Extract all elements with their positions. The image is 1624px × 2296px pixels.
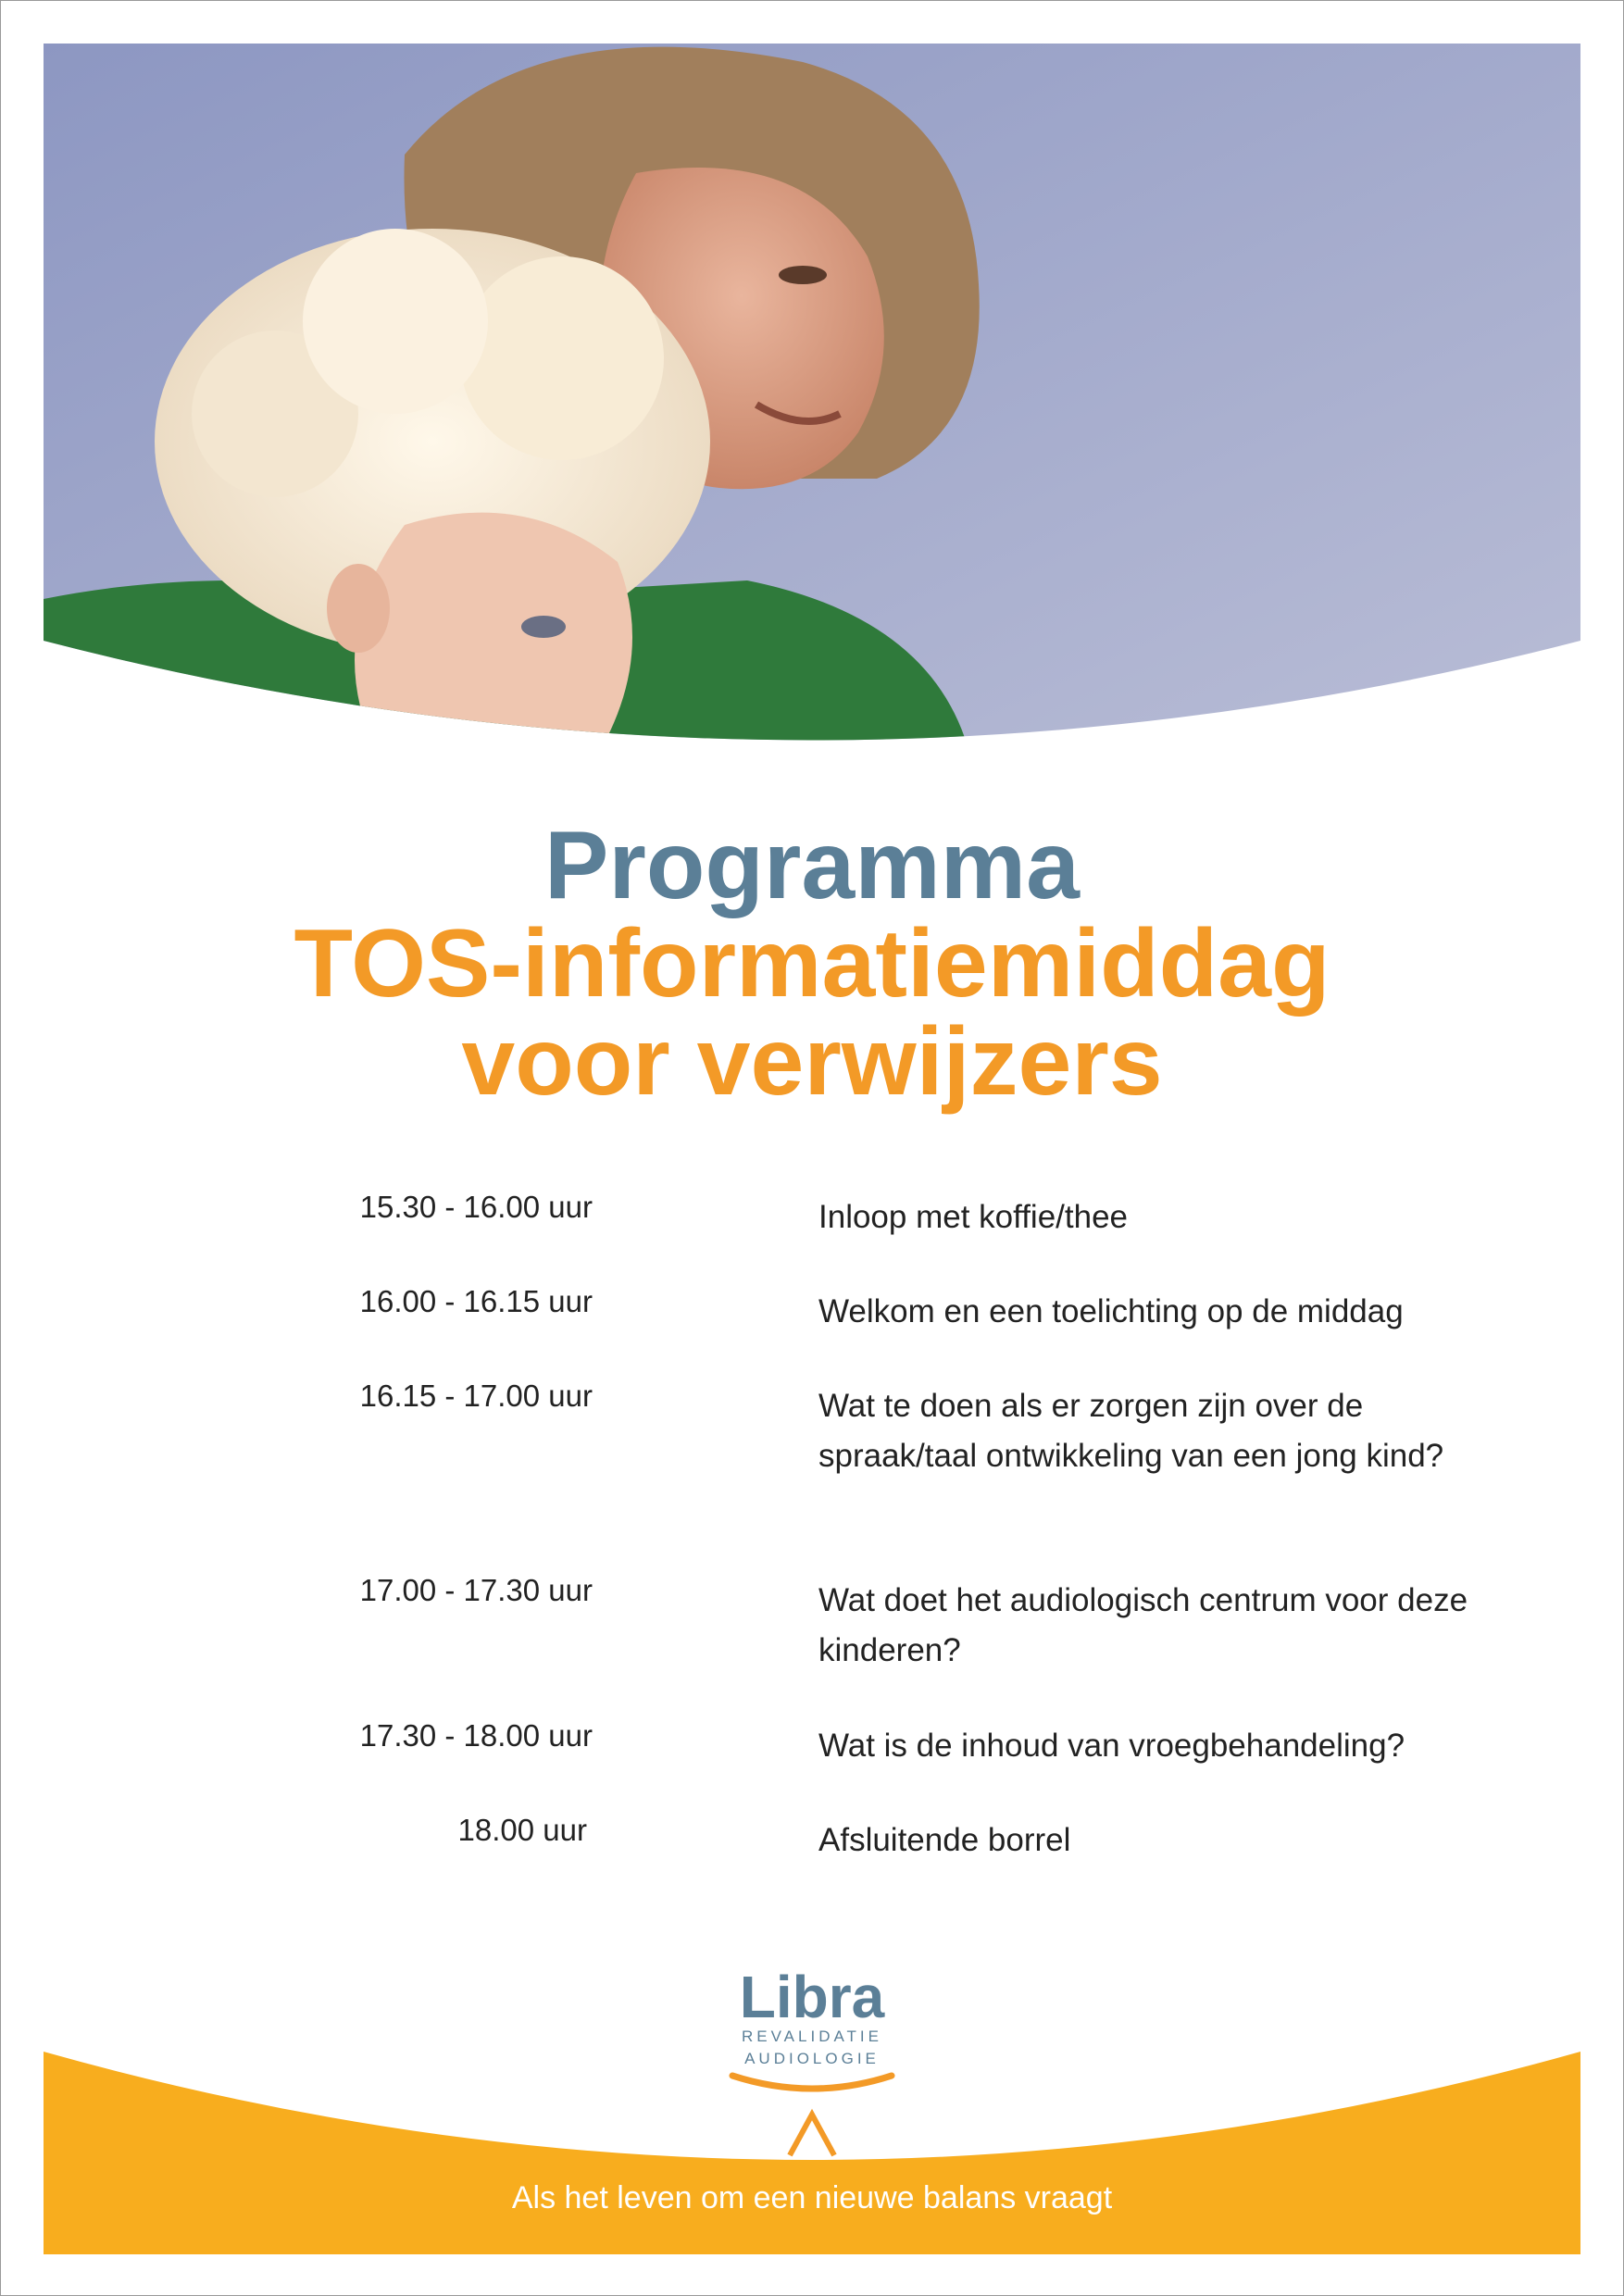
schedule-time: 17.30 - 18.00 uur	[359, 1718, 593, 1753]
schedule-description: Wat doet het audiologisch centrum voor deze kinderen?	[818, 1582, 1468, 1668]
schedule-time: 17.00 - 17.30 uur	[359, 1573, 593, 1607]
title-block	[0, 812, 1624, 1116]
schedule-description: Inloop met koffie/thee	[818, 1199, 1129, 1235]
schedule-time: 16.15 - 17.00 uur	[359, 1379, 593, 1413]
schedule-time: 18.00 uur	[457, 1813, 587, 1847]
schedule-time: 16.00 - 16.15 uur	[359, 1284, 593, 1318]
schedule-description: Wat is de inhoud van vroegbehandeling?	[818, 1728, 1405, 1764]
balance-icon	[719, 2070, 905, 2172]
title-event-name: TOS-informatiemiddag	[294, 910, 1330, 1017]
title-audience: voor verwijzers	[461, 1008, 1163, 1116]
footer-tagline: Als het leven om een nieuwe balans vraagt	[511, 2180, 1113, 2215]
title-programma: Programma	[544, 812, 1080, 919]
schedule-time: 15.30 - 16.00 uur	[359, 1190, 593, 1224]
schedule-description: Wat te doen als er zorgen zijn over de spraak/taal ontwikkeling van een jong kind?	[818, 1388, 1444, 1474]
libra-logo	[719, 1965, 905, 2168]
logo-subtitle-audiologie: AUDIOLOGIE	[744, 2050, 880, 2067]
hero-photo	[44, 44, 1580, 753]
logo-wordmark: Libra	[739, 1964, 885, 2030]
schedule-description: Afsluitende borrel	[818, 1822, 1071, 1858]
schedule-description: Welkom en een toelichting op de middag	[818, 1293, 1404, 1329]
logo-subtitle-revalidatie: REVALIDATIE	[741, 2028, 882, 2045]
